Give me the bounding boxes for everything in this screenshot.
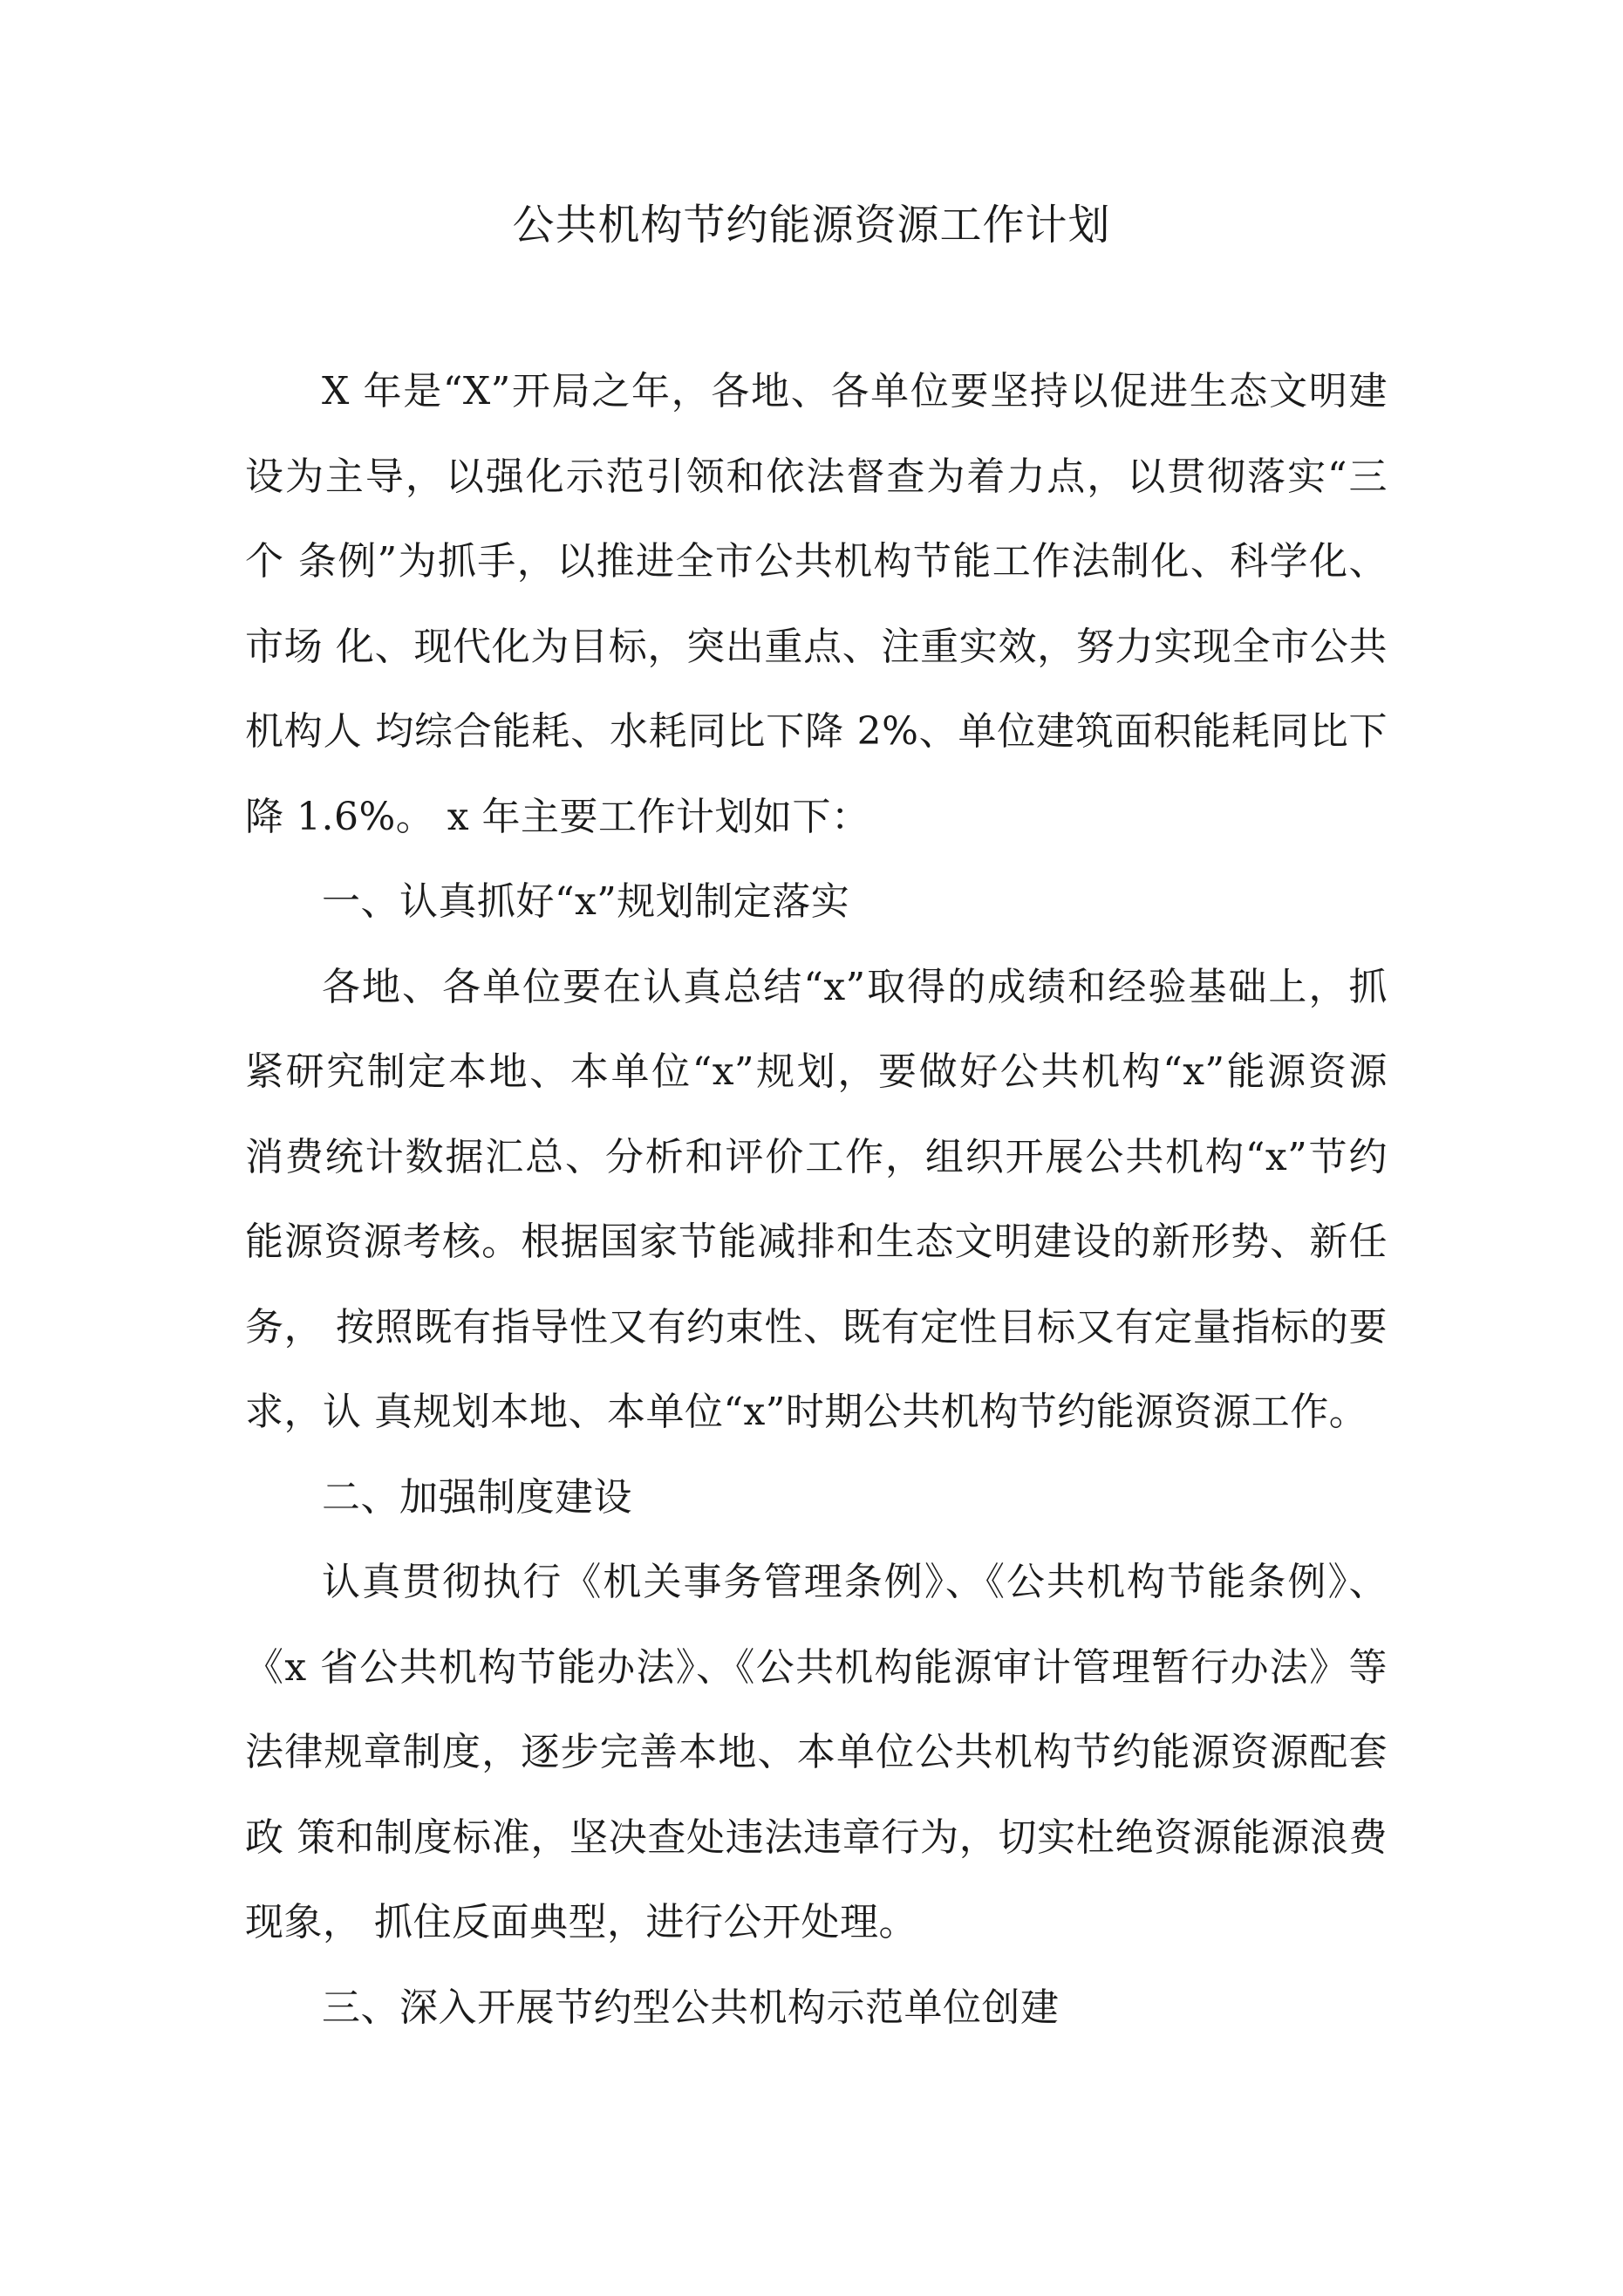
intro-paragraph: X 年是“X”开局之年，各地、各单位要坚持以促进生态文明建 设为主导，以强化示范引领和依法督查为着力点，以贯彻落实“三个 条例”为抓手，以推进全市公共机构节能工作法制化、科学化、市场 化、现代化为目标，突出重点、注重实效，努力实现全市公共机构人 均综合能耗、水耗同比下降 2%、单位建筑面积能耗同比下降 1.6%。 x 年主要工作计划如下： bbox=[245, 369, 1388, 839]
document-body bbox=[245, 349, 1388, 2050]
section-heading-1: 一、认真抓好“x”规划制定落实 bbox=[322, 879, 850, 924]
section-1-paragraph: 各地、各单位要在认真总结“x”取得的成绩和经验基础上，抓 紧研究制定本地、本单位“x”规划，要做好公共机构“x”能源资源 消费统计数据汇总、分析和评价工作，组织开展公共机构“x”节约 能源资源考核。根据国家节能减排和生态文明建设的新形势、新任务， 按照既有指导性又有约束性、既有定性目标又有定量指标的要求，认 真规划本地、本单位“x”时期公共机构节约能源资源工作。 bbox=[245, 964, 1388, 1434]
section-2-paragraph: 认真贯彻执行《机关事务管理条例》、《公共机构节能条例》、 《x 省公共机构节能办法》、《公共机构能源审计管理暂行办法》等 法律规章制度，逐步完善本地、本单位公共机构节约能源资源配套政 策和制度标准，坚决查处违法违章行为，切实杜绝资源能源浪费现象， 抓住反面典型，进行公开处理。 bbox=[245, 1560, 1388, 1944]
section-heading-3: 三、深入开展节约型公共机构示范单位创建 bbox=[322, 1985, 1060, 2030]
section-heading-2: 二、加强制度建设 bbox=[322, 1474, 632, 1520]
document-title: 公共机构节约能源资源工作计划 bbox=[512, 201, 1111, 249]
